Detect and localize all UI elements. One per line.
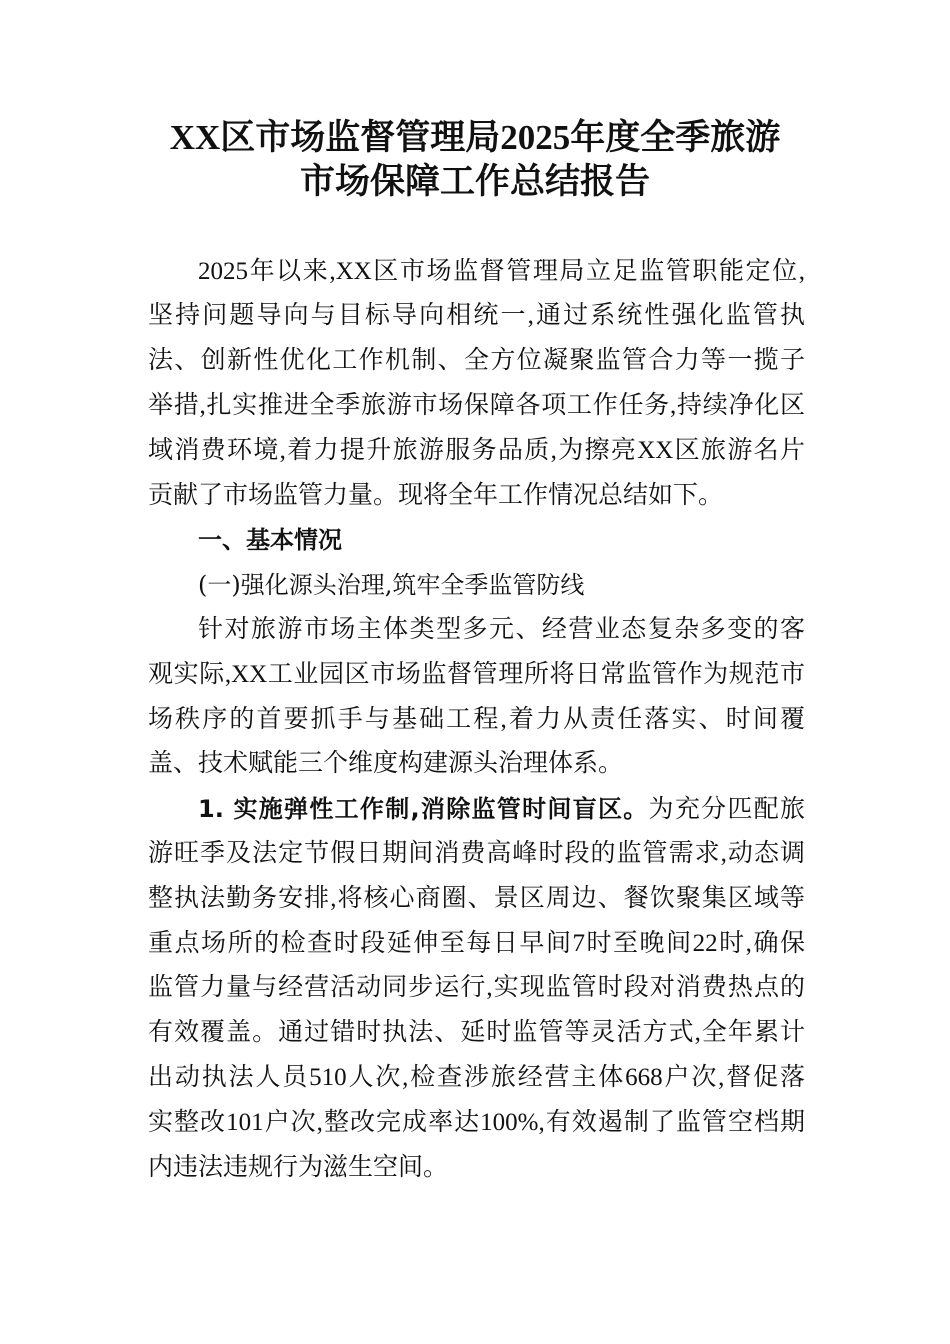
paragraph-2-line: 场秩序的首要抓手与基础工程,着力从责任落实、时间覆 xyxy=(148,705,805,733)
intro-paragraph-line: 2025年以来,XX区市场监督管理局立足监管职能定位, xyxy=(198,257,805,285)
paragraph-3-first-line xyxy=(148,787,805,832)
intro-paragraph-line: 域消费环境,着力提升旅游服务品质,为擦亮XX区旅游名片 xyxy=(148,436,805,464)
paragraph-3-line: 实整改101户次,整改完成率达100%,有效遏制了监管空档期 xyxy=(148,1108,805,1136)
paragraph-3-line: 监管力量与经营活动同步运行,实现监管时段对消费热点的 xyxy=(148,974,805,1002)
subsection-heading: (一)强化源头治理,筑牢全季监管防线 xyxy=(198,571,585,600)
paragraph-2-line: 盖、技术赋能三个维度构建源头治理体系。 xyxy=(148,750,624,778)
title-line-1: XX区市场监督管理局2025年度全季旅游 xyxy=(169,118,781,157)
title-line-2: 市场保障工作总结报告 xyxy=(299,162,650,201)
paragraph-3-lead-text: 为充分匹配旅 xyxy=(648,796,805,824)
paragraph-3-line: 出动执法人员510人次,检查涉旅经营主体668户次,督促落 xyxy=(148,1063,805,1091)
intro-paragraph-line: 坚持问题导向与目标导向相统一,通过系统性强化监管执 xyxy=(148,302,805,330)
paragraph-2-line: 观实际,XX工业园区市场监督管理所将日常监管作为规范市 xyxy=(148,660,805,688)
paragraph-3-line: 内违法违规行为滋生空间。 xyxy=(148,1153,449,1181)
intro-paragraph-line: 举措,扎实推进全季旅游市场保障各项工作任务,持续净化区 xyxy=(148,391,805,419)
paragraph-3-line: 有效覆盖。通过错时执法、延时监管等灵活方式,全年累计 xyxy=(148,1019,805,1047)
paragraph-3-line: 重点场所的检查时段延伸至每日早间7时至晚间22时,确保 xyxy=(148,929,805,957)
intro-paragraph-line: 贡献了市场监管力量。现将全年工作情况总结如下。 xyxy=(148,481,724,509)
section-heading: 一、基本情况 xyxy=(198,526,342,555)
document-title xyxy=(0,116,950,204)
paragraph-2-line: 针对旅游市场主体类型多元、经营业态复杂多变的客 xyxy=(198,615,805,643)
intro-paragraph-line: 法、创新性优化工作机制、全方位凝聚监管合力等一揽子 xyxy=(148,347,805,375)
paragraph-3-line: 整执法勤务安排,将核心商圈、景区周边、餐饮聚集区域等 xyxy=(148,884,805,912)
paragraph-3-lead-heading: 1. 实施弹性工作制,消除监管时间盲区。 xyxy=(198,795,649,824)
document-body xyxy=(148,250,805,1191)
paragraph-3-line: 游旺季及法定节假日期间消费高峰时段的监管需求,动态调 xyxy=(148,839,805,867)
